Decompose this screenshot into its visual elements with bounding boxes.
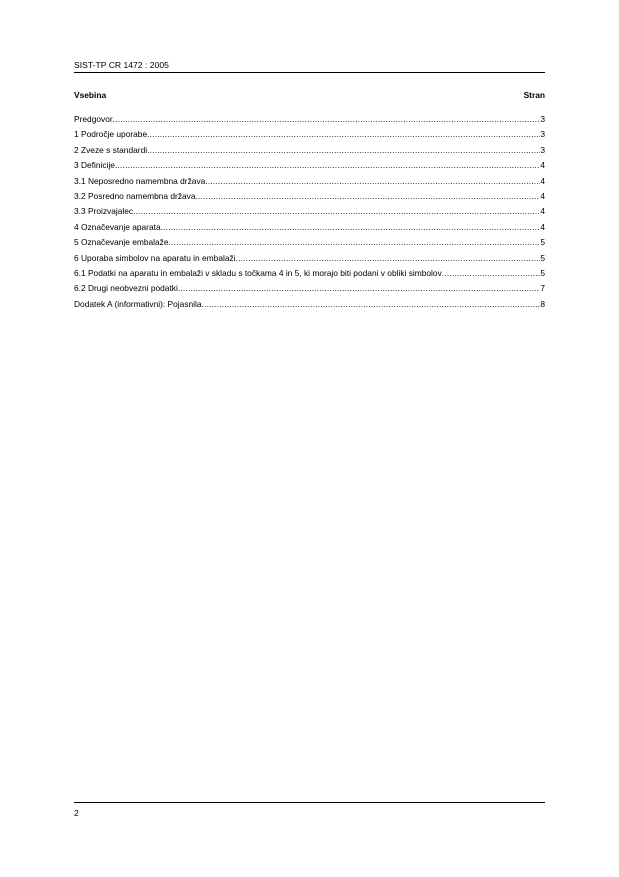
toc-leader-dots bbox=[442, 266, 541, 281]
toc-entry-page: 5 bbox=[540, 237, 545, 248]
toc-entry[interactable] bbox=[74, 220, 545, 235]
toc-entry[interactable] bbox=[74, 235, 545, 250]
toc-leader-dots bbox=[205, 174, 540, 189]
toc-entry-title: 4 Označevanje aparata bbox=[74, 221, 161, 232]
toc-entry-title: 3 Definicije bbox=[74, 160, 115, 171]
page-number: 2 bbox=[74, 808, 79, 818]
toc-entry[interactable] bbox=[74, 297, 545, 312]
toc-entry-page: 7 bbox=[540, 283, 545, 294]
toc-entry-page: 4 bbox=[540, 206, 545, 217]
toc-leader-dots bbox=[161, 220, 541, 235]
toc-entry-page: 3 bbox=[540, 144, 545, 155]
toc-entry-title: 3.3 Proizvajalec bbox=[74, 206, 134, 217]
toc-leader-dots bbox=[147, 127, 540, 142]
toc-entry-page: 4 bbox=[540, 175, 545, 186]
toc-entry-title: Dodatek A (informativni): Pojasnila bbox=[74, 298, 202, 309]
toc-entry[interactable] bbox=[74, 251, 545, 266]
toc-entry-page: 4 bbox=[540, 221, 545, 232]
toc-leader-dots bbox=[202, 297, 541, 312]
toc-entry[interactable] bbox=[74, 204, 545, 219]
toc-entry[interactable] bbox=[74, 281, 545, 296]
footer-rule bbox=[74, 802, 545, 803]
toc-entry-title: 3.2 Posredno namembna država bbox=[74, 190, 196, 201]
toc-entry[interactable] bbox=[74, 143, 545, 158]
toc-entry-page: 8 bbox=[540, 298, 545, 309]
toc-entry-title: 6 Uporaba simbolov na aparatu in embalaži bbox=[74, 252, 236, 263]
toc-leader-dots bbox=[178, 281, 541, 296]
document-id-header: SIST-TP CR 1472 : 2005 bbox=[74, 60, 169, 70]
toc-leader-dots bbox=[196, 189, 541, 204]
toc-entry[interactable] bbox=[74, 266, 545, 281]
toc-entry-page: 4 bbox=[540, 160, 545, 171]
toc-entry[interactable] bbox=[74, 174, 545, 189]
toc-page-heading: Stran bbox=[523, 90, 545, 100]
toc-entry[interactable] bbox=[74, 127, 545, 142]
toc-entry-page: 5 bbox=[540, 252, 545, 263]
toc-heading-row bbox=[74, 89, 545, 101]
toc-entry-title: 1 Področje uporabe bbox=[74, 129, 148, 140]
table-of-contents bbox=[74, 112, 545, 312]
toc-leader-dots bbox=[169, 235, 541, 250]
toc-leader-dots bbox=[147, 143, 540, 158]
toc-entry-page: 3 bbox=[540, 129, 545, 140]
toc-entry-page: 5 bbox=[540, 267, 545, 278]
toc-entry-title: 6.2 Drugi neobvezni podatki bbox=[74, 283, 178, 294]
header-rule bbox=[74, 72, 545, 73]
toc-entry-title: Predgovor bbox=[74, 114, 113, 124]
toc-entry-title: 3.1 Neposredno namembna država bbox=[74, 175, 206, 186]
toc-leader-dots bbox=[236, 251, 541, 266]
toc-entry[interactable] bbox=[74, 158, 545, 173]
toc-leader-dots bbox=[113, 112, 541, 127]
toc-entry-page: 3 bbox=[540, 114, 545, 124]
toc-heading: Vsebina bbox=[74, 90, 107, 100]
toc-entry-title: 5 Označevanje embalaže bbox=[74, 237, 169, 248]
toc-leader-dots bbox=[115, 158, 540, 173]
toc-entry[interactable] bbox=[74, 189, 545, 204]
toc-entry-page: 4 bbox=[540, 190, 545, 201]
toc-entry-title: 6.1 Podatki na aparatu in embalaži v skladu s točkama 4 in 5, ki morajo biti podani v obliki simbolov bbox=[74, 267, 442, 278]
toc-leader-dots bbox=[133, 204, 540, 219]
toc-entry[interactable] bbox=[74, 112, 545, 127]
toc-entry-title: 2 Zveze s standardi bbox=[74, 144, 148, 155]
